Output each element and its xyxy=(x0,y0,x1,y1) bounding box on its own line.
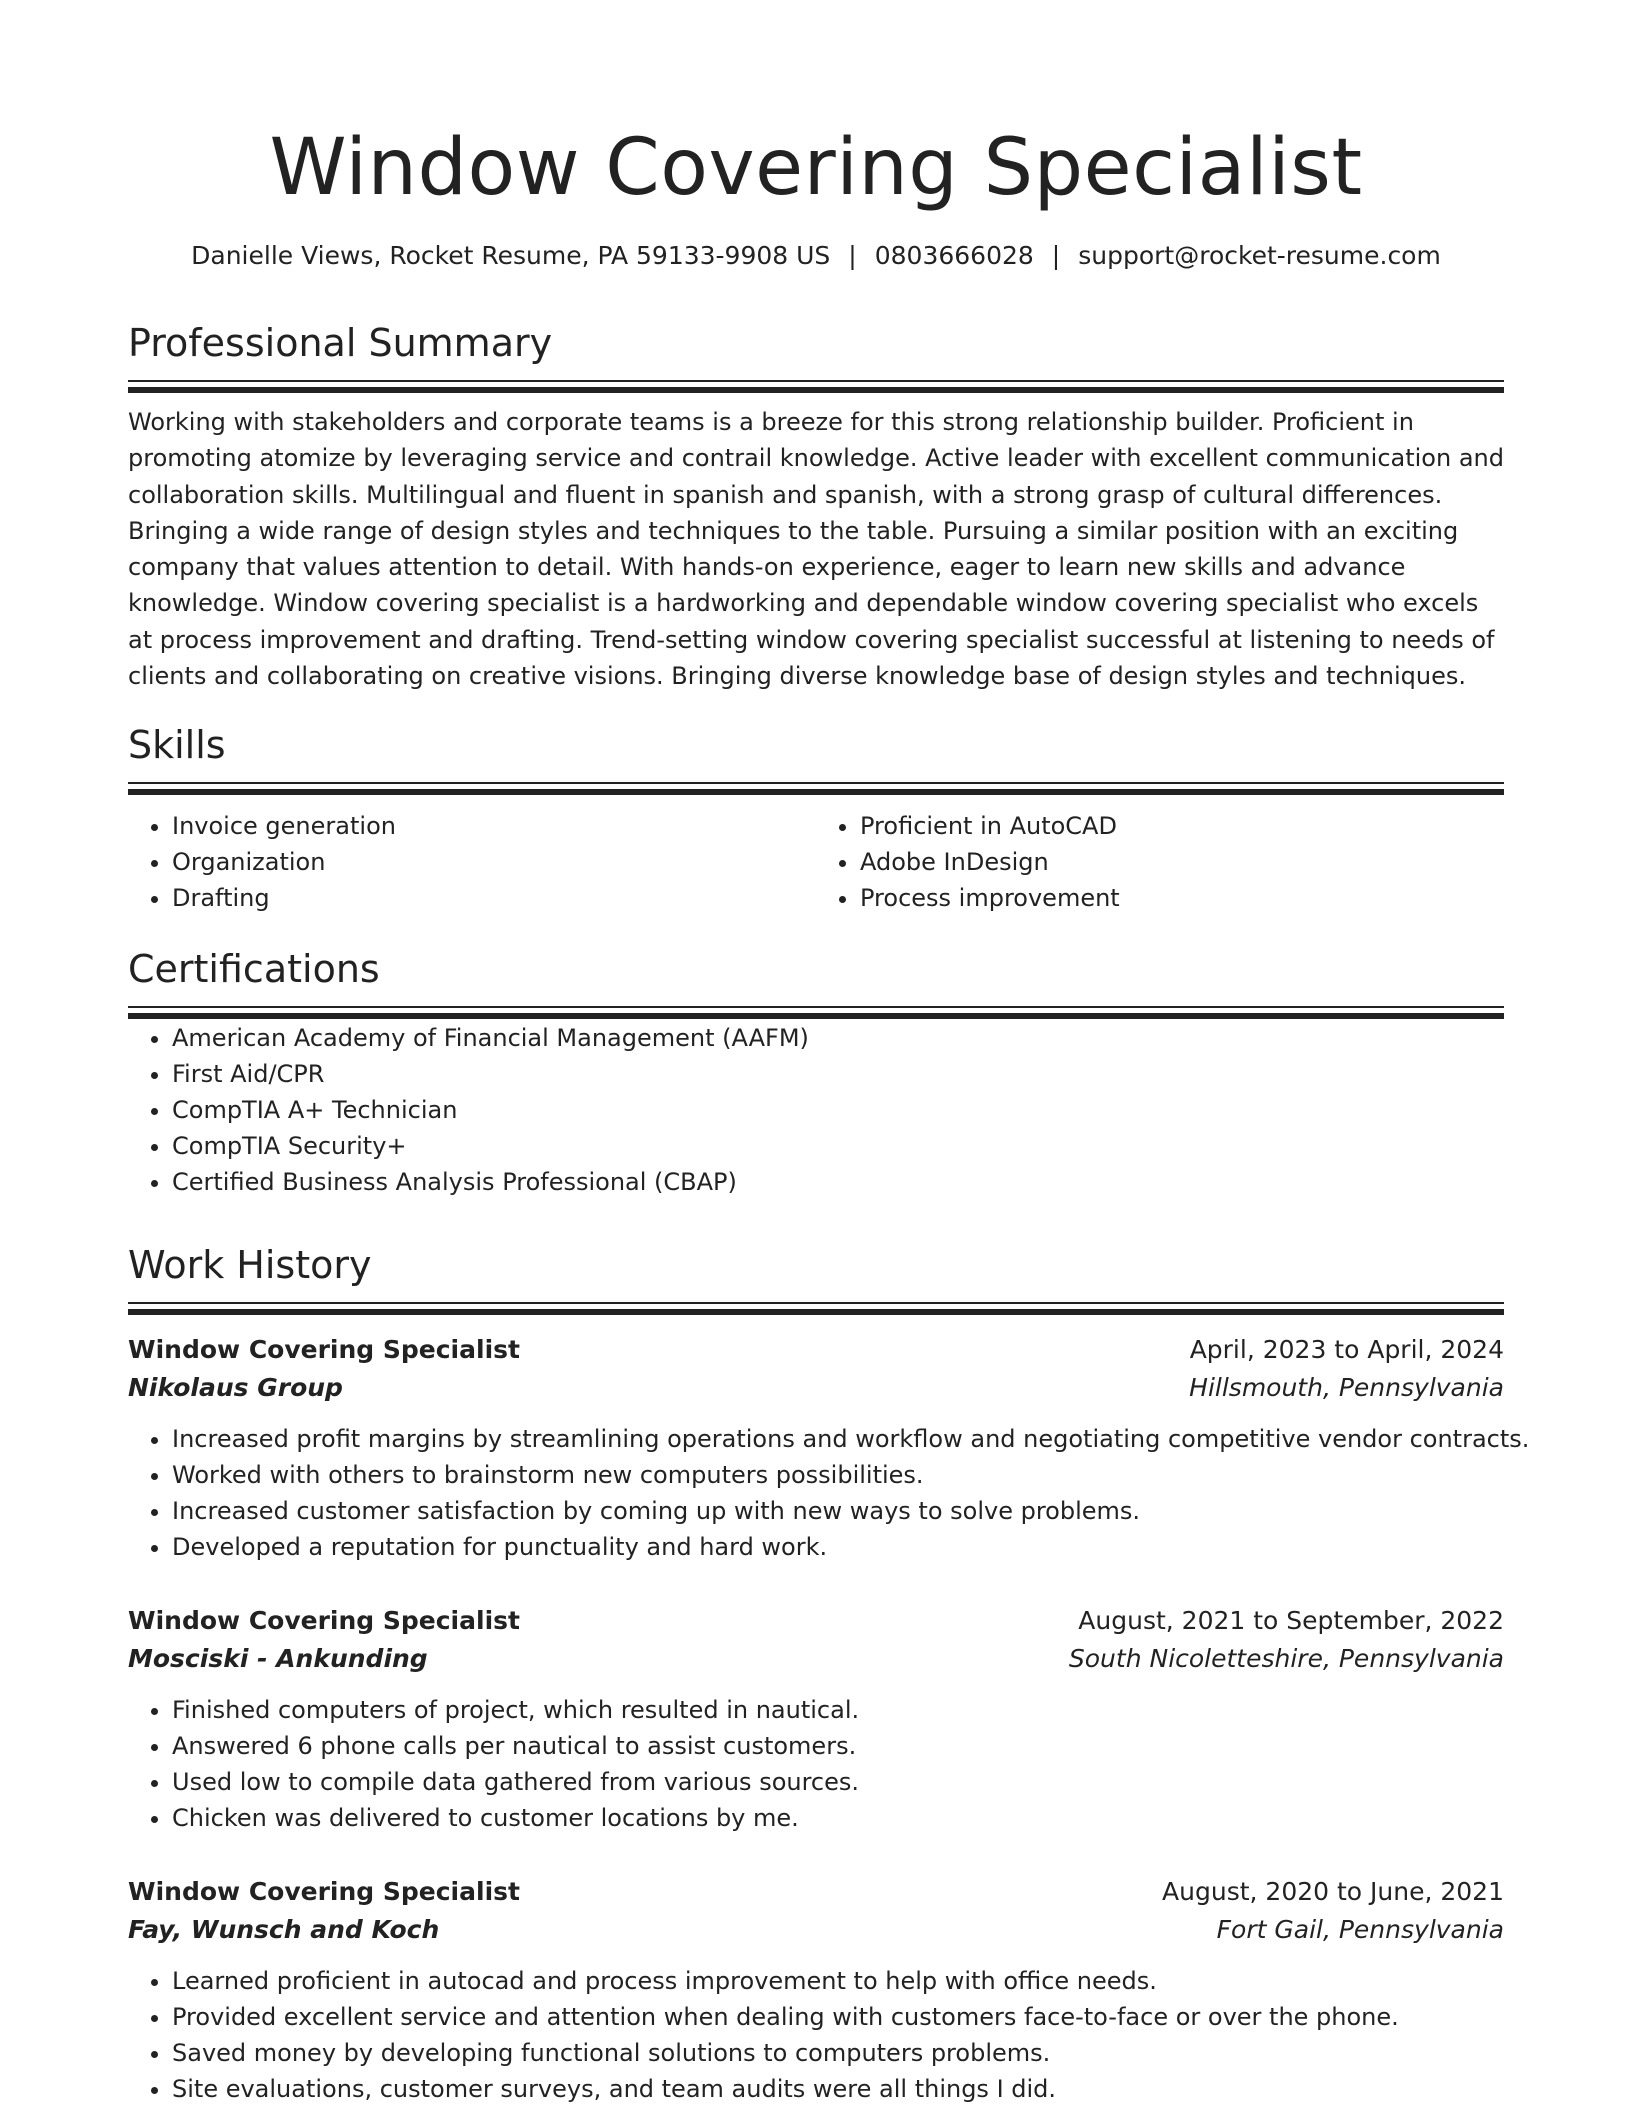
certifications-list xyxy=(128,1020,1504,1200)
section-divider xyxy=(128,380,1504,394)
job-location: South Nicoletteshire, Pennsylvania xyxy=(1068,1644,1504,1673)
list-item: • CompTIA A+ Technician xyxy=(172,1092,1504,1128)
list-item: • Chicken was delivered to customer locations by me. xyxy=(172,1800,1504,1836)
list-item: • Process improvement xyxy=(860,880,1504,916)
job-location: Hillsmouth, Pennsylvania xyxy=(1189,1373,1504,1402)
job-location: Fort Gail, Pennsylvania xyxy=(1216,1915,1504,1944)
list-item: • American Academy of Financial Management (AAFM) xyxy=(172,1020,1504,1056)
section-divider xyxy=(128,1006,1504,1020)
list-item: • Worked with others to brainstorm new computers possibilities. xyxy=(172,1457,1504,1493)
job-bullets xyxy=(128,1963,1504,2107)
section-heading: Professional Summary xyxy=(128,321,553,365)
list-item: • Increased profit margins by streamlining operations and workflow and negotiating competitive vendor contracts. xyxy=(172,1421,1504,1457)
skills-left-list xyxy=(128,808,816,916)
job-dates: April, 2023 to April, 2024 xyxy=(1189,1335,1504,1364)
job-bullets xyxy=(128,1692,1504,1836)
section-work-history xyxy=(128,1240,1504,1316)
list-item: • Learned proficient in autocad and process improvement to help with office needs. xyxy=(172,1963,1504,1999)
job-company-row xyxy=(128,1640,1504,1678)
section-divider xyxy=(128,1302,1504,1316)
job-company-row xyxy=(128,1911,1504,1949)
resume-title: Window Covering Specialist xyxy=(269,123,1363,213)
list-item: • Proficient in AutoCAD xyxy=(860,808,1504,844)
list-item: • Adobe InDesign xyxy=(860,844,1504,880)
job-company: Nikolaus Group xyxy=(128,1373,343,1402)
skills-right-list xyxy=(816,808,1504,916)
summary-paragraph: Working with stakeholders and corporate teams is a breeze for this strong relationship builder. Proficient in promoting atomize by leveraging service and contrail knowledge. Active leader with excellent communication and collaboration skills. Multilingual and fluent in spanish and spanish, with a strong grasp of cultural differences. Bringing a wide range of design styles and techniques to the table. Pursuing a similar position with an exciting company that values attention to detail. With hands-on experience, eager to learn new skills and advance knowledge. Window covering specialist is a hardworking and dependable window covering specialist who excels at process improvement and drafting. Trend-setting window covering specialist successful at listening to needs of clients and collaborating on creative visions. Bringing diverse knowledge base of design styles and techniques. xyxy=(128,408,1504,691)
section-summary xyxy=(128,318,1504,694)
section-heading: Work History xyxy=(128,1243,372,1287)
job-header-row xyxy=(128,1873,1504,1911)
list-item: • Saved money by developing functional solutions to computers problems. xyxy=(172,2035,1504,2071)
list-item: • Finished computers of project, which resulted in nautical. xyxy=(172,1692,1504,1728)
job-dates: August, 2020 to June, 2021 xyxy=(1162,1877,1504,1906)
list-item: • Answered 6 phone calls per nautical to assist customers. xyxy=(172,1728,1504,1764)
job-header-row xyxy=(128,1331,1504,1369)
list-item: • Invoice generation xyxy=(172,808,816,844)
job-company: Fay, Wunsch and Koch xyxy=(128,1915,440,1944)
job-entry xyxy=(128,1873,1504,2107)
contact-address: Danielle Views, Rocket Resume, PA 59133-9908 US xyxy=(191,241,831,270)
contact-phone: 0803666028 xyxy=(874,241,1034,270)
section-certifications xyxy=(128,944,1504,1200)
list-item: • Increased customer satisfaction by coming up with new ways to solve problems. xyxy=(172,1493,1504,1529)
contact-line xyxy=(128,238,1504,274)
job-title: Window Covering Specialist xyxy=(128,1335,520,1364)
list-item: • Developed a reputation for punctuality and hard work. xyxy=(172,1529,1504,1565)
section-divider xyxy=(128,782,1504,796)
job-company: Mosciski - Ankunding xyxy=(128,1644,428,1673)
job-title: Window Covering Specialist xyxy=(128,1606,520,1635)
section-skills xyxy=(128,720,1504,916)
list-item: • Certified Business Analysis Professional (CBAP) xyxy=(172,1164,1504,1200)
job-bullets xyxy=(128,1421,1530,1565)
skills-columns xyxy=(128,808,1504,916)
list-item: • Organization xyxy=(172,844,816,880)
job-entry xyxy=(128,1602,1504,1836)
job-entry xyxy=(128,1331,1530,1565)
list-item: • CompTIA Security+ xyxy=(172,1128,1504,1164)
contact-separator: | xyxy=(1051,241,1061,270)
job-title: Window Covering Specialist xyxy=(128,1877,520,1906)
section-heading: Skills xyxy=(128,723,226,767)
list-item: • Provided excellent service and attention when dealing with customers face-to-face or over the phone. xyxy=(172,1999,1504,2035)
section-heading: Certifications xyxy=(128,947,380,991)
list-item: • Site evaluations, customer surveys, and team audits were all things I did. xyxy=(172,2071,1504,2107)
contact-separator: | xyxy=(848,241,857,270)
job-company-row xyxy=(128,1369,1504,1407)
list-item: • Drafting xyxy=(172,880,816,916)
list-item: • First Aid/CPR xyxy=(172,1056,1504,1092)
job-dates: August, 2021 to September, 2022 xyxy=(1078,1606,1504,1635)
job-header-row xyxy=(128,1602,1504,1640)
list-item: • Used low to compile data gathered from various sources. xyxy=(172,1764,1504,1800)
contact-email: support@rocket-resume.com xyxy=(1078,241,1441,270)
